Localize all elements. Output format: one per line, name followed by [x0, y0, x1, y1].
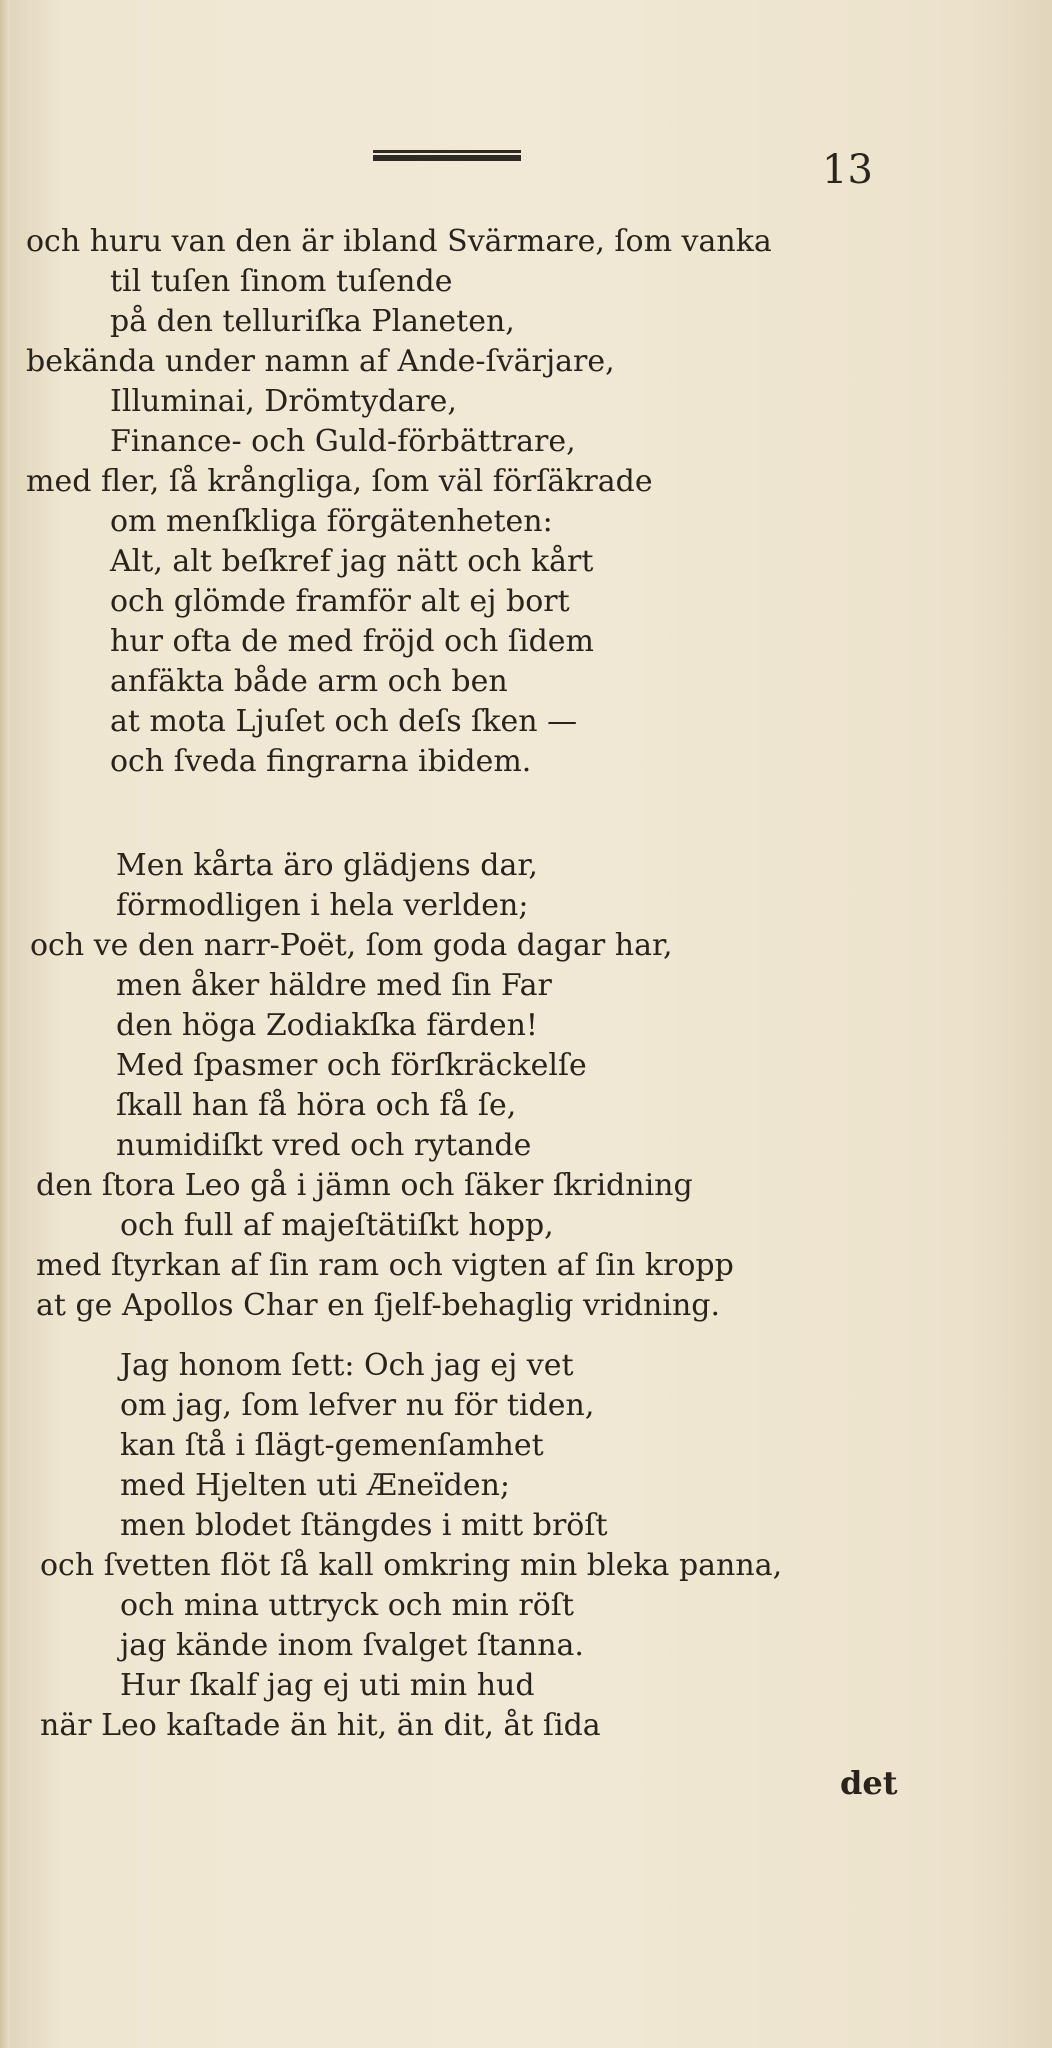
verse-line: med fler, ſå krångliga, ſom väl förſäkrade	[26, 464, 653, 499]
verse-line: med Hjelten uti Æneïden;	[120, 1468, 511, 1503]
verse-line: förmodligen i hela verlden;	[116, 888, 529, 923]
verse-line: ſkall han få höra och få ſe,	[116, 1088, 517, 1123]
verse-line: Illuminai, Drömtydare,	[110, 384, 457, 419]
page-number: 13	[822, 147, 873, 193]
verse-line: numidiſkt vred och rytande	[116, 1128, 532, 1163]
verse-line: hur ofta de med fröjd och ſidem	[110, 624, 594, 659]
catchword: det	[840, 1764, 898, 1802]
verse-line: och huru van den är ibland Svärmare, ſom vanka	[26, 224, 772, 259]
verse-line: och mina uttryck och min röſt	[120, 1588, 574, 1623]
verse-line: den ſtora Leo gå i jämn och ſäker ſkridning	[36, 1168, 693, 1203]
verse-line: om jag, ſom lefver nu för tiden,	[120, 1388, 595, 1423]
verse-line: bekända under namn af Ande-ſvärjare,	[26, 344, 615, 379]
verse-line: när Leo kaſtade än hit, än dit, åt ſida	[40, 1708, 601, 1743]
verse-line: kan ſtå i ſlägt-gemenſamhet	[120, 1428, 544, 1463]
verse-line: anfäkta både arm och ben	[110, 664, 508, 699]
verse-line: at ge Apollos Char en ſjelf-behaglig vridning.	[36, 1288, 721, 1323]
verse-line: til tuſen ſinom tuſende	[110, 264, 453, 299]
verse-line: den höga Zodiakſka färden!	[116, 1008, 538, 1043]
page-spine-shadow	[0, 0, 10, 2048]
verse-line: men blodet ſtängdes i mitt bröſt	[120, 1508, 608, 1543]
verse-line: på den telluriſka Planeten,	[110, 304, 515, 339]
verse-line: Hur ſkalf jag ej uti min hud	[120, 1668, 535, 1703]
verse-line: och ſveda fingrarna ibidem.	[110, 744, 532, 779]
verse-line: och full af majeſtätiſkt hopp,	[120, 1208, 554, 1243]
header-rule	[373, 150, 521, 161]
verse-line: med ſtyrkan af ſin ram och vigten af ſin kropp	[36, 1248, 734, 1283]
verse-line: och ſvetten flöt ſå kall omkring min bleka panna,	[40, 1548, 783, 1583]
verse-line: Med ſpasmer och förſkräckelſe	[116, 1048, 587, 1083]
verse-line: Alt, alt beſkref jag nätt och kårt	[110, 544, 594, 579]
verse-line: men åker häldre med ſin Far	[116, 968, 552, 1003]
verse-line: Jag honom ſett: Och jag ej vet	[120, 1348, 574, 1383]
verse-line: jag kände inom ſvalget ſtanna.	[120, 1628, 584, 1663]
verse-line: Finance- och Guld-förbättrare,	[110, 424, 576, 459]
verse-line: och glömde framför alt ej bort	[110, 584, 570, 619]
verse-line: Men kårta äro glädjens dar,	[116, 848, 538, 883]
verse-line: och ve den narr-Poët, ſom goda dagar har,	[30, 928, 673, 963]
verse-line: om menſkliga förgätenheten:	[110, 504, 553, 539]
verse-line: at mota Ljuſet och deſs ſken —	[110, 704, 578, 739]
